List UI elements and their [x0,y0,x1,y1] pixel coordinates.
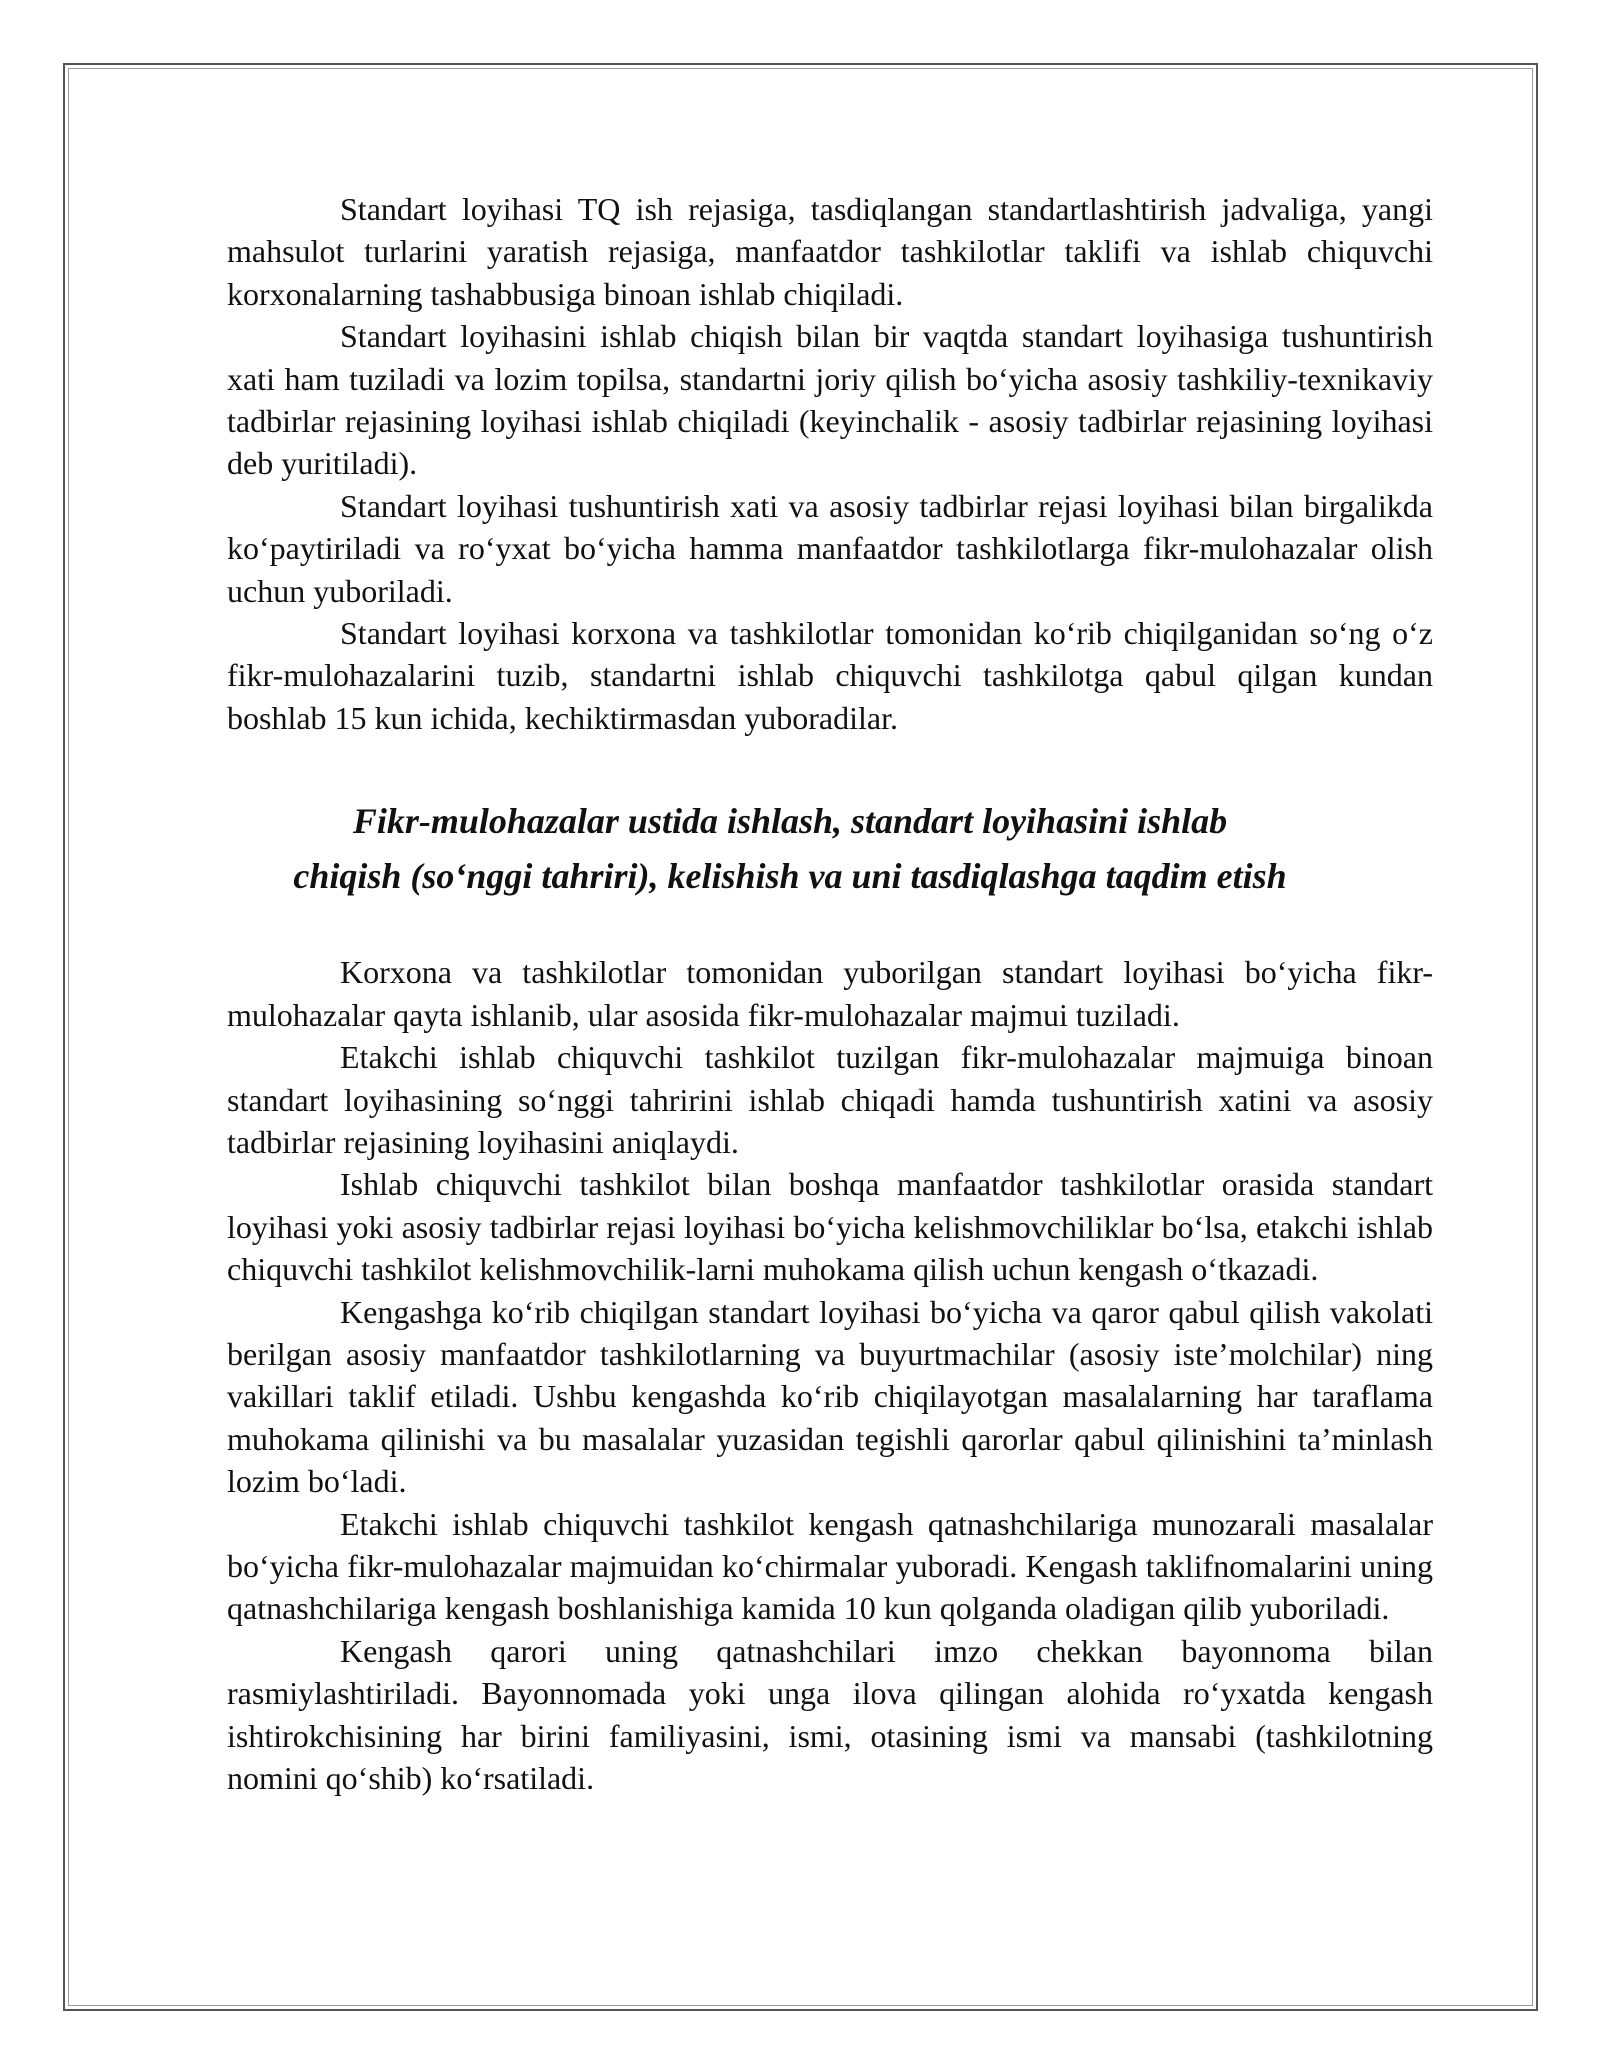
paragraph: Standart loyihasi korxona va tashkilotlar tomonidan ko‘rib chiqilganidan so‘ng o‘z fikr-mulohazalarini tuzib, standartni ishlab chiquvchi tashkilotga qabul qilgan kundan boshlab 15 kun ichida, kechiktirmasdan yuboradilar. [227,615,1433,736]
paragraph: Standart loyihasi tushuntirish xati va asosiy tadbirlar rejasi loyihasi bilan birgalikda ko‘paytiriladi va ro‘yxat bo‘yicha hamma manfaatdor tashkilotlarga fikr-mulohazalar olish uchun yuboriladi. [227,487,1433,609]
paragraph: Kengash qarori uning qatnashchilari imzo chekkan bayonnoma bilan rasmiylashtiriladi. Bayonnomada yoki unga ilova qilingan alohida ro‘yxatda kengash ishtirokchisining har birini familiyasini, ismi, otasining ismi va mansabi (tashkilotning nomini qo‘shib) ko‘rsatiladi. [227,1632,1433,1796]
section-main [227,951,1433,1799]
paragraph: Standart loyihasini ishlab chiqish bilan bir vaqtda standart loyihasiga tushuntirish xati ham tuziladi va lozim topilsa, standartni joriy qilish bo‘yicha asosiy tashkiliy-texnikaviy tadbirlar rejasining loyihasi ishlab chiqiladi (keyinchalik - asosiy tadbirlar rejasining loyihasi deb yuritiladi). [227,318,1433,482]
paragraph: Kengashga ko‘rib chiqilgan standart loyihasi bo‘yicha va qaror qabul qilish vakolati berilgan asosiy manfaatdor tashkilotlarning va buyurtmachilar (asosiy iste’molchilar) ning vakillari taklif etiladi. Ushbu kengashda ko‘rib chiqilayotgan masalalarning har taraflama muhokama qilinishi va bu masalalar yuzasidan tegishli qarorlar qabul qilinishini ta’minlash lozim bo‘ladi. [227,1293,1433,1500]
paragraph: Ishlab chiquvchi tashkilot bilan boshqa manfaatdor tashkilotlar orasida standart loyihasi yoki asosiy tadbirlar rejasi loyihasi bo‘yicha kelishmovchiliklar bo‘lsa, etakchi ishlab chiquvchi tashkilot kelishmovchilik-larni muhokama qilish uchun kengash o‘tkazadi. [227,1166,1433,1288]
paragraph: Korxona va tashkilotlar tomonidan yuborilgan standart loyihasi bo‘yicha fikr-mulohazalar qayta ishlanib, ular asosida fikr-mulohazalar majmui tuziladi. [227,954,1433,1033]
heading-line-2: chiqish (so‘nggi tahriri), kelishish va uni tasdiqlashga taqdim etish [293,856,1287,897]
heading-line-1: Fikr-mulohazalar ustida ishlash, standart loyihasini ishlab [352,801,1228,842]
paragraph: Standart loyihasi TQ ish rejasiga, tasdiqlangan standartlashtirish jadvaliga, yangi mahsulot turlarini yaratish rejasiga, manfaatdor tashkilotlar taklifi va ishlab chiquvchi korxonalarning tashabbusiga binoan ishlab chiqiladi. [227,191,1433,312]
paragraph: Etakchi ishlab chiquvchi tashkilot kengash qatnashchilariga munozarali masalalar bo‘yicha fikr-mulohazalar majmuidan ko‘chirmalar yuboradi. Kengash taklifnomalarini uning qatnashchilariga kengash boshlanishiga kamida 10 kun qolganda oladigan qilib yuboriladi. [227,1505,1433,1627]
section-intro [227,188,1433,739]
paragraph: Etakchi ishlab chiquvchi tashkilot tuzilgan fikr-mulohazalar majmuiga binoan standart loyihasining so‘nggi tahririni ishlab chiqadi hamda tushuntirish xatini va asosiy tadbirlar rejasining loyihasini aniqlaydi. [227,1039,1433,1160]
document-body [227,188,1433,1799]
section-heading [227,794,1433,904]
